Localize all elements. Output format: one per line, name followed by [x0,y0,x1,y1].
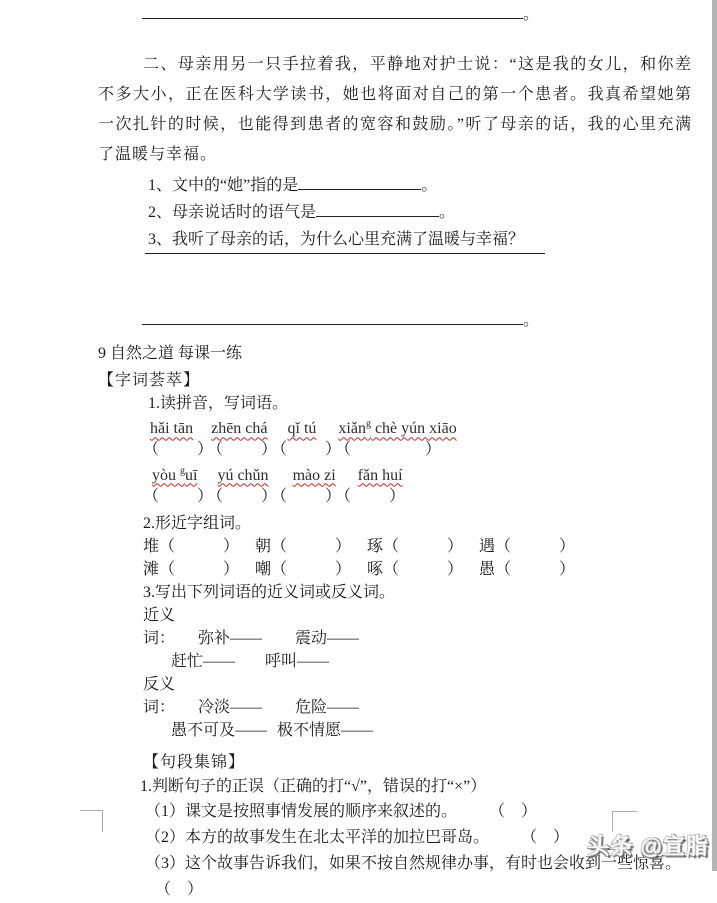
lesson-title: 9 自然之道 每课一练 [98,345,243,362]
window-edge [712,0,717,871]
character-blank: 愚（ ） [479,560,576,578]
answer-blank-line-top [142,4,692,26]
answer-parens: （ ） [497,802,538,820]
margin-corner-mark-right [612,811,637,832]
synonyms-line-2: 赶忙—— 呼叫—— [171,652,330,670]
words-item-3: 3.写出下列词语的近义词或反义词。 [143,583,396,601]
character-blank: 琢（ ） [367,537,464,555]
antonyms-line-2: 愚不可及—— 极不情愿—— [171,721,374,739]
words-item-2: 2.形近字组词。 [143,514,252,532]
reading-questions [148,172,692,253]
period: 。 [523,312,540,329]
antonym-label: 反义词： [143,675,176,716]
character-blank: 遇（ ） [479,537,576,555]
character-blank: 嘲（ ） [255,560,352,578]
answer-blank [142,311,523,325]
period: 。 [523,6,540,23]
margin-corner-mark-left [80,810,103,832]
judge-3-answer: （ ） [155,880,204,898]
question-2: 2、母亲说话时的语气是 。 [148,204,456,221]
pinyin-row-2 [152,460,692,485]
reading-passage: 二、母亲用另一只手拉着我，平静地对护士说：“这是我的女儿，和你差不多大小，正在医科大学读书，她也将面对自己的第一个患者。我真希望她第一次扎针的时候，也能得到患者的宽容和鼓励。”听了母亲的话，我的心里充满了温暖与幸福。 [98,56,692,163]
pinyin-word: xiǎn$^g$ chè yún xiāo [338,419,457,438]
answer-blank [298,176,421,190]
pinyin-word: zhēn chá [211,420,268,438]
answer-underline [145,253,545,254]
pinyin-word: hǎi tān [150,420,194,438]
pinyin-word: yú chǔn [217,466,269,484]
document-body [98,0,692,903]
synonyms-line-1: 近义词： 弥补—— 震动—— [143,604,692,650]
character-blank: 滩（ ） [143,560,240,578]
pinyin-row-1 [150,414,692,439]
similar-characters-row-2 [143,558,692,581]
watermark: 头条 @宣脂 [587,834,709,859]
answer-parens: （ ） [529,828,570,846]
answer-blank [142,5,523,19]
words-item-1: 1.读拼音，写词语。 [148,395,289,412]
pinyin-word: mào zi [292,466,336,484]
question-3: 3、我听了母亲的话，为什么心里充满了温暖与幸福？ [148,231,525,248]
pinyin-word: qǐ tú [287,420,317,438]
character-blank: 啄（ ） [367,560,464,578]
pinyin-word: fǎn huí [357,466,403,484]
sentences-item-1: 1.判断句子的正误（正确的打“√”，错误的打“×”） [140,777,487,795]
answer-blank-line-bottom [142,310,692,332]
pinyin-word: yòu $^g$uī [152,465,198,484]
character-blank: 堆（ ） [143,537,240,555]
section-heading-sentences: 【句段集锦】 [143,753,246,771]
judge-3: （3）这个故事告诉我们，如果不按自然规律办事，有时也会收到一些惊喜。 [145,854,682,872]
answer-blank [316,203,439,217]
judge-2: （2）本方的故事发生在北太平洋的加拉巴哥岛。 （ ） [145,828,570,846]
judge-1: （1）课文是按照事情发展的顺序来叙述的。 （ ） [145,802,538,820]
antonyms-line-1: 反义词： 冷淡—— 危险—— [143,673,692,719]
answer-parens-row-2: （ ）（ ）（ ）（ ） [143,487,408,505]
answer-parens-row-1: （ ）（ ）（ ）（ ） [143,441,444,459]
section-heading-words: 【字词荟萃】 [98,372,201,389]
question-1: 1、文中的“她”指的是 。 [148,177,438,194]
character-blank: 朝（ ） [255,537,352,555]
synonym-label: 近义词： [143,606,176,647]
similar-characters-row-1 [143,535,692,558]
